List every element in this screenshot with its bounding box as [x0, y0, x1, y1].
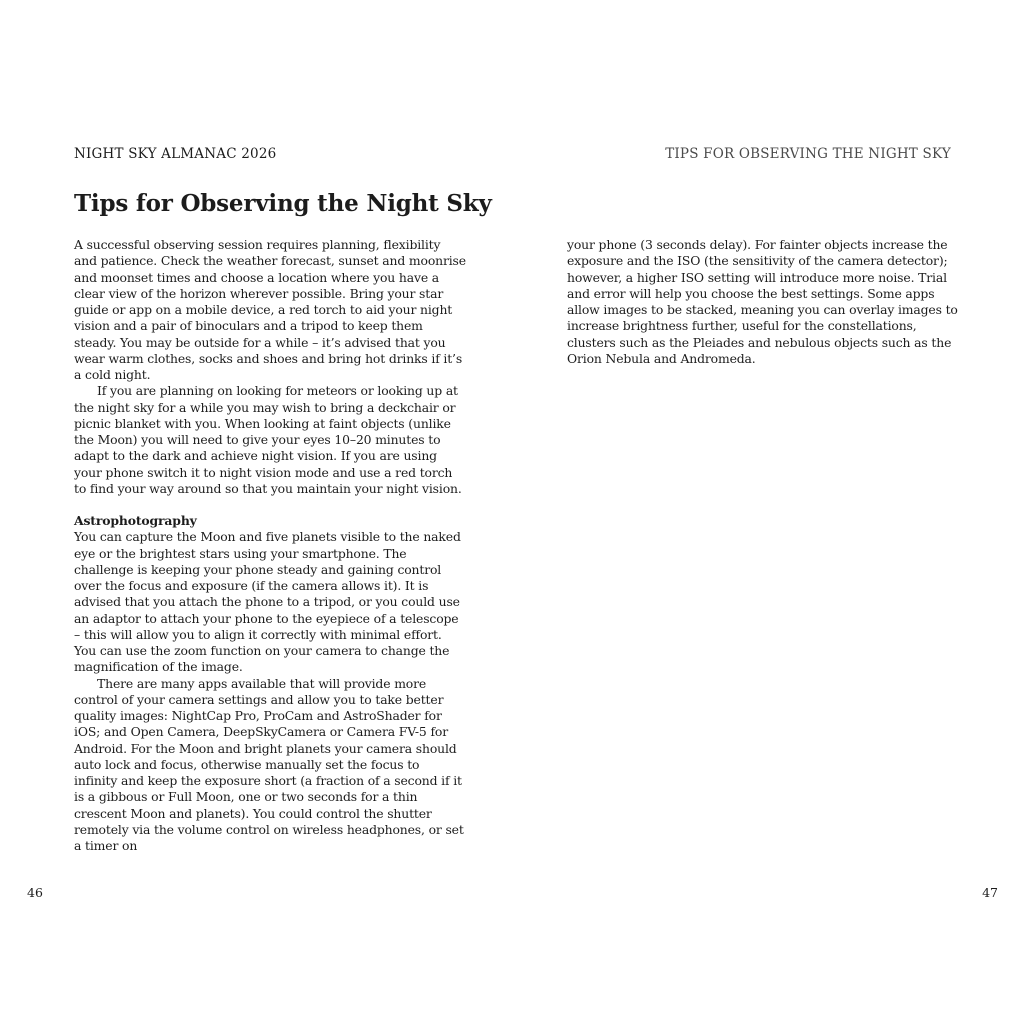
page-number-right: 47 — [982, 885, 998, 900]
running-head-left: NIGHT SKY ALMANAC 2026 — [74, 146, 277, 162]
right-text-column — [567, 237, 959, 367]
paragraph-continued: your phone (3 seconds delay). For fainter objects increase the exposure and the ISO (the sensitivity of the camera detector); however, a higher ISO setting will introduce more noise. Trial and error will help you choose the best settings. Some apps allow images to be stacked, meaning you can overlay images to increase brightness further, useful for the constellations, clusters such as the Pleiades and nebulous objects such as the Orion Nebula and Andromeda. — [567, 237, 958, 366]
left-page — [0, 0, 512, 1025]
paragraph-intro: A successful observing session requires planning, flexibility and patience. Check the weather forecast, sunset and moonrise and moonset times and choose a location where you have a clear view of the horizon wherever possible. Bring your star guide or app on a mobile device, a red torch to aid your night vision and a pair of binoculars and a tripod to keep them steady. You may be outside for a while – it’s advised that you wear warm clothes, socks and shoes and bring hot drinks if it’s a cold night. — [74, 237, 466, 382]
page-number-left: 46 — [27, 885, 43, 900]
subheading-astrophotography: Astrophotography — [74, 513, 197, 528]
paragraph-apps: There are many apps available that will provide more control of your camera settings and allow you to take better quality images: NightCap Pro, ProCam and AstroShader for iOS; and Open Camera, DeepSkyCamera or Camera FV-5 for Android. For the Moon and bright planets your camera should auto lock and focus, otherwise manually set the focus to infinity and keep the exposure short (a fraction of a second if it is a gibbous or Full Moon, one or two seconds for a thin crescent Moon and planets). You could control the shutter remotely via the volume control on wireless headphones, or set a timer on — [74, 675, 464, 853]
running-head-right: TIPS FOR OBSERVING THE NIGHT SKY — [665, 146, 951, 162]
right-page — [512, 0, 1025, 1025]
paragraph-night-vision: If you are planning on looking for meteors or looking up at the night sky for a while you may wish to bring a deckchair or picnic blanket with you. When looking at faint objects (unlike the Moon) you will need to give your eyes 10–20 minutes to adapt to the dark and achieve night vision. If you are using your phone switch it to night vision mode and use a red torch to find your way around so that you maintain your night vision. — [74, 383, 462, 496]
left-text-column — [74, 237, 466, 854]
paragraph-smartphone: You can capture the Moon and five planets visible to the naked eye or the brightest stars using your smartphone. The challenge is keeping your phone steady and gaining control over the focus and exposure (if the camera allows it). It is advised that you attach the phone to a tripod, or you could use an adaptor to attach your phone to the eyepiece of a telescope – this will allow you to align it correctly with minimal effort. You can use the zoom function on your camera to change the magnification of the image. — [74, 529, 461, 675]
chapter-title: Tips for Observing the Night Sky — [74, 190, 492, 217]
